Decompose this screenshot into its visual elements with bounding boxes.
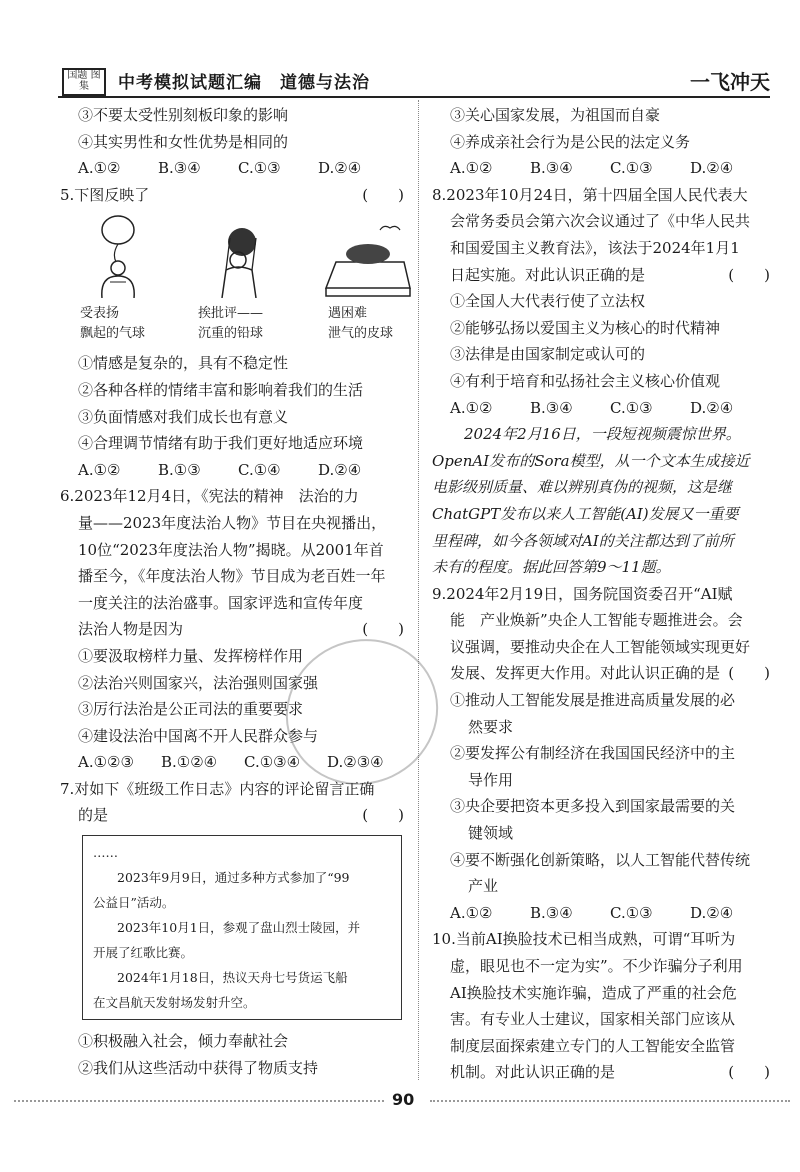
left-column: [60, 102, 410, 1081]
q7-option-2: ②我们从这些活动中获得了物质支持: [78, 1058, 319, 1077]
q10-stem-line: AI换脸技术实施诈骗，造成了严重的社会危: [450, 983, 737, 1002]
choice-d: D.②④: [318, 460, 362, 479]
choice-b: B.③④: [530, 903, 573, 922]
q10-stem-line: 害。有专业人士建议，国家相关部门应该从: [450, 1010, 736, 1029]
book-logo: 国题 图集: [62, 68, 106, 96]
choice-c: C.①③: [238, 159, 281, 178]
q7-stem-last: [60, 802, 410, 829]
caption-line: 受表扬: [80, 306, 120, 322]
choice-c: C.①③④: [244, 753, 301, 772]
passage-line: OpenAI发布的Sora模型，从一个文本生成接近: [432, 451, 750, 470]
right-column: [432, 102, 776, 1086]
choice-c: C.①③: [610, 398, 653, 417]
q8-option-1: ①全国人大代表行使了立法权: [450, 292, 646, 311]
passage-line: 未有的程度。据此回答第9～11题。: [432, 558, 671, 577]
choice-d: D.②④: [318, 159, 362, 178]
q6-stem-line: 量——2023年度法治人物》节目在央视播出，: [78, 513, 387, 532]
q10-stem-last: [432, 1059, 776, 1086]
choice-a: A.①②: [450, 903, 493, 922]
answer-paren: ( ): [728, 1063, 770, 1082]
balloon-illustration: [82, 212, 162, 298]
q6-stem-text: 法治人物是因为: [78, 620, 184, 639]
q8-option-2: ②能够弘扬以爱国主义为核心的时代精神: [450, 318, 721, 337]
q8-stem-line: 和国爱国主义教育法》，该法于2024年1月1: [450, 238, 740, 257]
choice-b: B.③④: [530, 398, 573, 417]
choice-c: C.①③: [610, 159, 653, 178]
q8-stem-last: [432, 262, 776, 289]
q8-option-4: ④有利于培育和弘扬社会主义核心价值观: [450, 371, 721, 390]
class-journal-box: [82, 835, 402, 1020]
choice-d: D.②③④: [327, 753, 384, 772]
journal-line: 2023年10月1日，参观了盘山烈士陵园，并: [117, 920, 361, 936]
caption-shot-put: [198, 304, 263, 344]
q4-option-4: ④其实男性和女性优势是相同的: [78, 132, 289, 151]
q10-stem-line: 10.当前AI换脸技术已相当成熟，可谓“耳听为: [432, 930, 736, 949]
caption-line: 沉重的铅球: [198, 326, 264, 342]
passage-line: ChatGPT发布以来人工智能(AI)发展又一重要: [432, 504, 739, 523]
q7-choices: [432, 155, 776, 182]
choice-c: C.①③: [610, 903, 653, 922]
choice-a: A.①②: [78, 159, 121, 178]
q9-option-3: ③央企要把资本更多投入到国家最需要的关: [450, 797, 736, 816]
journal-line: 2024年1月18日，热议天舟七号货运飞船: [117, 970, 348, 986]
choice-b: B.①②④: [161, 753, 218, 772]
passage-line: 电影级别质量、难以辨别真伪的视频，这是继: [432, 478, 733, 497]
choice-a: A.①②: [450, 159, 493, 178]
caption-line: 飘起的气球: [80, 326, 146, 342]
q9-choices: [432, 900, 776, 927]
q6-option-3: ③厉行法治是公正司法的重要要求: [78, 700, 304, 719]
column-divider: [418, 100, 419, 1080]
q6-option-4: ④建设法治中国离不开人民群众参与: [78, 726, 319, 745]
q7-option-4: ④养成亲社会行为是公民的法定义务: [450, 132, 691, 151]
shot-put-illustration: [200, 212, 280, 298]
q8-choices: [432, 395, 776, 422]
q7-stem-line: 7.对如下《班级工作日志》内容的评论留言正确: [60, 779, 375, 798]
journal-line: 2023年9月9日，通过多种方式参加了“99: [117, 870, 350, 886]
q5-figure: [60, 212, 410, 302]
q9-option-4: ④要不断强化创新策略，以人工智能代替传统: [450, 850, 751, 869]
caption-balloon: [80, 304, 145, 344]
q8-option-3: ③法律是由国家制定或认可的: [450, 345, 646, 364]
q9-option-1: ①推动人工智能发展是推进高质量发展的必: [450, 691, 736, 710]
series-title: 中考模拟试题汇编 道德与法治: [118, 73, 370, 93]
q6-stem-line: 播至今，《年度法治人物》节目成为老百姓一年: [78, 567, 386, 586]
journal-line: 开展了红歌比赛。: [93, 945, 194, 961]
page-header: [58, 66, 770, 98]
choice-d: D.②④: [690, 159, 734, 178]
q9-option-3-cont: 键领域: [468, 824, 514, 843]
brand-logo: 一飞冲天: [690, 70, 770, 94]
q10-stem-text: 机制。对此认识正确的是: [450, 1063, 616, 1082]
passage-line: 里程碑，如今各领域对AI的关注都达到了前所: [432, 531, 734, 550]
q5-choices: [60, 457, 410, 484]
choice-d: D.②④: [690, 398, 734, 417]
q8-stem-line: 8.2023年10月24日，第十四届全国人民代表大: [432, 185, 748, 204]
choice-b: B.③④: [158, 159, 201, 178]
deflated-ball-illustration: [318, 212, 414, 298]
q8-stem-text: 日起实施。对此认识正确的是: [450, 265, 646, 284]
q5-captions: [60, 304, 410, 350]
q5-option-1: ①情感是复杂的，具有不稳定性: [78, 354, 289, 373]
choice-b: B.③④: [530, 159, 573, 178]
q9-option-2-cont: 导作用: [468, 770, 514, 789]
caption-line: 挨批评——: [198, 306, 264, 322]
q9-stem-line: 9.2024年2月19日，国务院国资委召开“AI赋: [432, 584, 733, 603]
q6-stem-line: 10位“2023年度法治人物”揭晓。从2001年首: [78, 540, 384, 559]
q8-stem-line: 会常务委员会第六次会议通过了《中华人民共: [450, 212, 751, 231]
q6-option-1: ①要汲取榜样力量、发挥榜样作用: [78, 646, 304, 665]
choice-a: A.①②: [450, 398, 493, 417]
answer-paren: ( ): [362, 185, 404, 204]
q9-option-4-cont: 产业: [468, 877, 499, 896]
q9-option-1-cont: 然要求: [468, 717, 514, 736]
q4-choices: [60, 155, 410, 182]
caption-line: 遇困难: [328, 306, 368, 322]
answer-paren: ( ): [728, 664, 770, 683]
q9-stem-last: [432, 660, 776, 687]
q6-stem-line: 6.2023年12月4日，《宪法的精神 法治的力: [60, 487, 359, 506]
q5-option-3: ③负面情感对我们成长也有意义: [78, 407, 289, 426]
q9-stem-text: 发展、发挥更大作用。对此认识正确的是: [450, 664, 721, 683]
q9-stem-line: 议强调，要推动央企在人工智能领域实现更好: [450, 637, 751, 656]
answer-paren: ( ): [362, 620, 404, 639]
journal-line: ……: [93, 845, 118, 861]
choice-d: D.②④: [690, 903, 734, 922]
q10-stem-line: 制度层面探索建立专门的人工智能安全监管: [450, 1036, 736, 1055]
q7-stem-text: 的是: [78, 806, 109, 825]
q6-stem-line: 一度关注的法治盛事。国家评选和宣传年度: [78, 593, 364, 612]
answer-paren: ( ): [362, 806, 404, 825]
answer-paren: ( ): [728, 265, 770, 284]
page-footer: [0, 1090, 800, 1110]
q5-stem: [60, 182, 410, 209]
q9-stem-line: 能 产业焕新”央企人工智能专题推进会。会: [450, 611, 743, 630]
caption-ball: [328, 304, 393, 344]
q10-stem-line: 虚，眼见也不一定为实”。不少诈骗分子利用: [450, 957, 743, 975]
journal-line: 在文昌航天发射场发射升空。: [93, 995, 256, 1011]
choice-a: A.①②: [78, 460, 121, 479]
choice-c: C.①④: [238, 460, 281, 479]
q4-option-3: ③不要太受性别刻板印象的影响: [78, 106, 289, 124]
footer-rule-left: [14, 1100, 384, 1102]
footer-rule-right: [430, 1100, 790, 1102]
q9-option-2: ②要发挥公有制经济在我国国民经济中的主: [450, 744, 736, 763]
journal-line: 公益日”活动。: [93, 895, 175, 911]
q7-option-1: ①积极融入社会，倾力奉献社会: [78, 1032, 289, 1051]
choice-a: A.①②③: [78, 753, 134, 772]
choice-b: B.①③: [158, 460, 201, 479]
q5-stem-text: 5.下图反映了: [60, 185, 150, 204]
caption-line: 泄气的皮球: [328, 326, 394, 342]
page-number: 90: [392, 1090, 415, 1109]
q5-option-4: ④合理调节情绪有助于我们更好地适应环境: [78, 434, 364, 453]
q6-option-2: ②法治兴则国家兴，法治强则国家强: [78, 673, 319, 692]
q5-option-2: ②各种各样的情绪丰富和影响着我们的生活: [78, 380, 364, 399]
q7-option-3: ③关心国家发展，为祖国而自豪: [450, 106, 661, 124]
passage-line: 2024年2月16日，一段短视频震惊世界。: [464, 425, 741, 444]
